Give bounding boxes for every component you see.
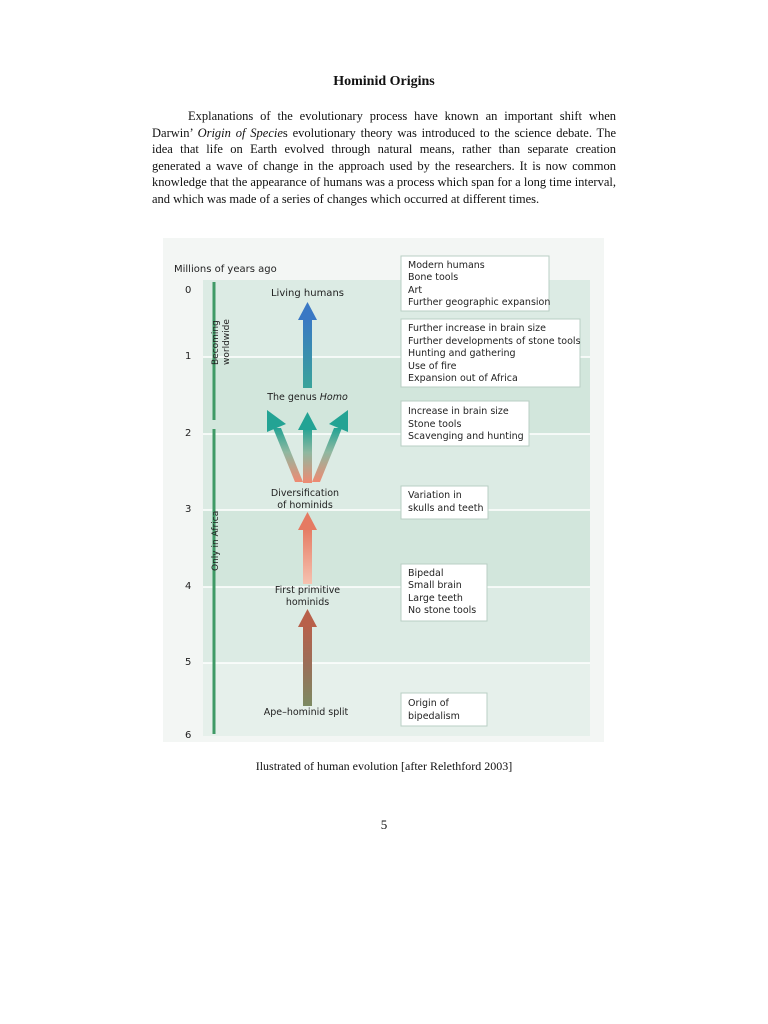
paragraph-part-1: Explanations of the evolutionary process have known an important shift when Darwin’ [152, 109, 616, 140]
trait-line: Hunting and gathering [408, 348, 516, 359]
range-label-becoming: Becoming [211, 320, 221, 365]
intro-paragraph [152, 108, 616, 207]
tick-2: 2 [185, 428, 192, 439]
stage-genus-homo-prefix: The genus [267, 392, 320, 403]
tick-0: 0 [185, 285, 192, 296]
stage-diversification-line1: Diversification [270, 488, 340, 499]
range-label-worldwide: worldwide [222, 319, 232, 365]
band-5-6 [203, 663, 590, 736]
stage-genus-homo-italic: Homo [319, 392, 348, 403]
tick-3: 3 [185, 504, 192, 515]
trait-line: Further geographic expansion [408, 297, 551, 308]
trait-line: Use of fire [408, 361, 457, 372]
stage-genus-homo [266, 392, 348, 403]
trait-box-first-hominids [401, 564, 487, 621]
trait-line: Scavenging and hunting [408, 431, 524, 442]
stage-diversification-line2: of hominids [277, 500, 333, 511]
stage-first-primitive-line1: First primitive [274, 585, 341, 596]
band-4-5 [203, 587, 590, 663]
paragraph-italic-title: Origin of Specie [197, 125, 283, 140]
tick-1: 1 [185, 351, 192, 362]
trait-line: No stone tools [408, 605, 477, 616]
page-number: 5 [380, 817, 388, 832]
trait-line: Increase in brain size [408, 406, 509, 417]
trait-line: Origin of [408, 698, 449, 709]
stage-first-primitive-line2: hominids [285, 597, 330, 608]
trait-line: Large teeth [408, 593, 463, 604]
trait-line: Art [408, 285, 423, 296]
stage-ape-split: Ape–hominid split [263, 707, 349, 718]
page-title: Hominid Origins [333, 74, 435, 89]
range-label-africa: Only in Africa [211, 510, 221, 571]
trait-box-modern [401, 256, 550, 311]
trait-line: Small brain [408, 580, 462, 591]
trait-box-homo [401, 401, 529, 446]
tick-4: 4 [185, 581, 192, 592]
evolution-figure [163, 238, 604, 742]
tick-6: 6 [185, 730, 192, 741]
band-3-4 [203, 510, 590, 587]
trait-box-diversification [401, 486, 488, 519]
trait-line: Bipedal [408, 568, 444, 579]
trait-line: bipedalism [408, 711, 460, 722]
trait-line: Expansion out of Africa [408, 373, 518, 384]
figure-caption: Ilustrated of human evolution [after Relethford 2003] [255, 759, 513, 773]
trait-line: Variation in [408, 490, 462, 501]
trait-line: Modern humans [408, 260, 485, 271]
paragraph-part-2: s evolutionary theory was introduced to the science debate. The idea that life on Earth evolved through natural means, rather than separate creation generated a wave of change in the approach used by the researchers. It is now common knowledge that the appearance of humans was a process which span for a long time interval, and which was made of a series of changes which occurred at different times. [152, 125, 616, 206]
trait-box-homo-later [401, 319, 581, 387]
stage-living-humans: Living humans [270, 288, 345, 299]
trait-line: Bone tools [408, 272, 459, 283]
trait-box-ape-split [401, 693, 487, 726]
trait-line: Further increase in brain size [408, 323, 546, 334]
tick-5: 5 [185, 657, 192, 668]
trait-line: skulls and teeth [408, 503, 484, 514]
trait-line: Further developments of stone tools [408, 336, 581, 347]
trait-line: Stone tools [408, 419, 462, 430]
evolution-diagram [163, 238, 604, 742]
axis-label: Millions of years ago [174, 264, 277, 275]
band-2-3 [203, 434, 590, 510]
